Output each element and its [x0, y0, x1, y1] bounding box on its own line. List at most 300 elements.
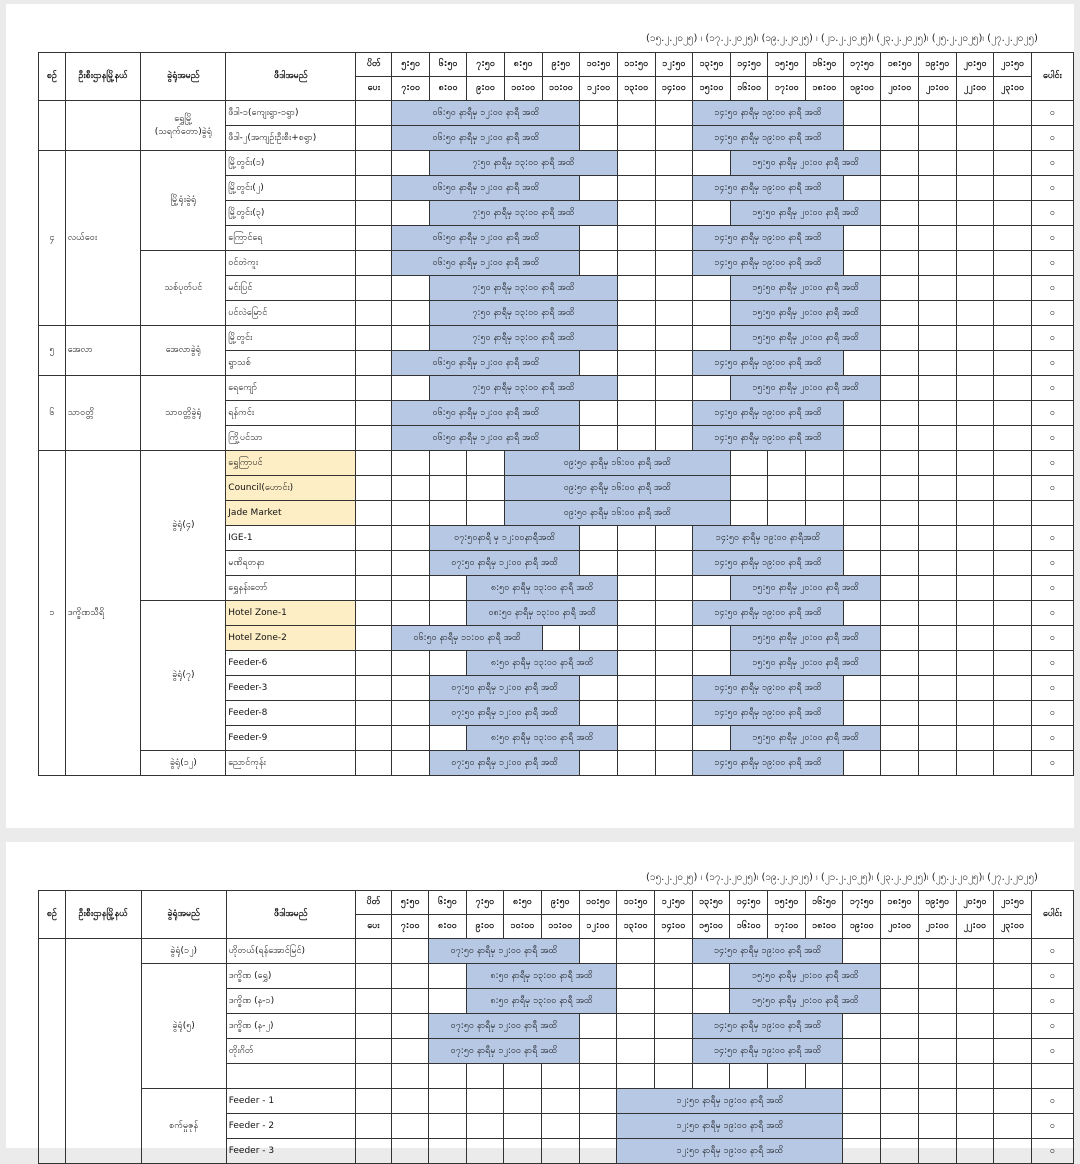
time-cell	[392, 576, 429, 601]
time-cell	[579, 1064, 617, 1089]
time-off-4: ၉:၅၀	[542, 53, 580, 77]
time-cell	[918, 989, 956, 1014]
time-cell	[617, 151, 655, 176]
outage-block: ၀၇:၅၀နာရီ မှ ၁၂:၀၀နာရီအထိ	[429, 526, 579, 551]
time-cell	[881, 501, 919, 526]
table-row	[39, 451, 1074, 476]
time-cell	[918, 1139, 956, 1164]
time-on-2: ၉:၀၀	[467, 77, 504, 101]
time-cell	[655, 1064, 693, 1089]
time-cell	[392, 1089, 429, 1114]
time-cell	[655, 326, 693, 351]
outage-block: ၁၄:၅၀ နာရီမှ ၁၉:၀၀ နာရီ အထိ	[693, 176, 844, 201]
off-on-cell	[356, 126, 392, 151]
time-cell	[392, 326, 429, 351]
time-cell	[730, 1064, 768, 1089]
outage-block: ၇:၅၀ နာရီမှ ၁၃:၀၀ နာရီ အထိ	[429, 326, 617, 351]
time-off-6: ၁၁:၅၀	[617, 891, 655, 915]
time-cell	[994, 1039, 1032, 1064]
outage-block: ၁၅:၅၀ နာရီမှ ၂၀:၀၀ နာရီ အထိ	[730, 626, 881, 651]
time-cell	[918, 1039, 956, 1064]
remark-cell: ၀	[1031, 1039, 1073, 1064]
time-cell	[919, 276, 957, 301]
time-cell	[919, 126, 957, 151]
time-cell	[881, 1039, 919, 1064]
time-cell	[392, 989, 429, 1014]
time-cell	[843, 1139, 881, 1164]
time-cell	[994, 576, 1032, 601]
off-on-cell	[356, 551, 392, 576]
feeder-name: Feeder - 1	[226, 1089, 355, 1114]
time-on-3: ၁၀:၀၀	[504, 77, 542, 101]
time-cell	[919, 426, 957, 451]
time-cell	[542, 626, 580, 651]
off-on-cell	[356, 351, 392, 376]
time-cell	[466, 1139, 503, 1164]
time-cell	[655, 964, 693, 989]
time-cell	[617, 251, 655, 276]
time-cell	[994, 1114, 1032, 1139]
remark-cell: ၀	[1031, 476, 1073, 501]
feeder-name: မြို့တွင်း(၂)	[226, 176, 356, 201]
feeder-name: ရွှေနန်းတော်	[226, 576, 356, 601]
time-cell	[392, 1039, 429, 1064]
off-on-cell	[356, 451, 392, 476]
time-cell	[392, 964, 429, 989]
time-cell	[919, 151, 957, 176]
time-cell	[541, 1114, 579, 1139]
time-cell	[994, 601, 1032, 626]
time-cell	[843, 501, 881, 526]
header-no: စဉ်	[39, 53, 66, 101]
time-cell	[429, 1139, 466, 1164]
time-cell	[655, 1014, 693, 1039]
time-cell	[843, 676, 881, 701]
time-cell	[617, 576, 655, 601]
header-remark: ပေါင်း	[1031, 891, 1073, 939]
time-cell	[655, 601, 693, 626]
station-name: ခွဲရုံ(၇)	[141, 601, 226, 751]
time-cell	[655, 626, 693, 651]
time-cell	[580, 626, 618, 651]
time-cell	[392, 526, 429, 551]
time-cell	[956, 176, 994, 201]
remark-cell	[1031, 1064, 1073, 1089]
time-cell	[881, 1089, 919, 1114]
header-township: ဦးစီးဌာနမြို့နယ်	[65, 891, 141, 939]
time-cell	[956, 1014, 994, 1039]
feeder-name: Council(ဟောင်း)	[226, 476, 356, 501]
time-cell	[881, 476, 919, 501]
time-cell	[956, 1039, 994, 1064]
outage-block: ၁၄:၅၀ နာရီမှ ၁၉:၀၀ နာရီ အထိ	[693, 676, 844, 701]
row-number: ၆	[39, 376, 66, 451]
time-on-14: ၂၁:၀၀	[919, 77, 957, 101]
feeder-name: IGE-1	[226, 526, 356, 551]
time-on-6: ၁၃:၀၀	[617, 77, 655, 101]
remark-cell: ၀	[1031, 201, 1073, 226]
time-cell	[956, 376, 994, 401]
time-cell	[994, 276, 1032, 301]
feeder-name: ရန်ကင်း	[226, 401, 356, 426]
outage-block: ၁၄:၅၀ နာရီမှ ၁၉:၀၀ နာရီအထိ	[693, 526, 844, 551]
time-cell	[881, 451, 919, 476]
time-cell	[580, 526, 618, 551]
time-cell	[881, 201, 919, 226]
time-on-8: ၁၅:၀၀	[693, 77, 731, 101]
outage-block: ၁၂:၅၀ နာရီမှ ၁၉:၀၀ နာရီ အထိ	[617, 1139, 843, 1164]
time-cell	[693, 326, 731, 351]
outage-block: ၀၆:၅၀ နာရီမှ ၁၁:၀၀ နာရီ အထိ	[392, 626, 542, 651]
outage-block: ၀၇:၅၀ နာရီမှ ၁၂:၀၀ နာရီ အထိ	[429, 1014, 579, 1039]
time-cell	[617, 201, 655, 226]
time-cell	[392, 376, 429, 401]
outage-block: ၈:၅၀ နာရီမှ ၁၃:၀၀ နာရီ အထိ	[466, 989, 617, 1014]
outage-block: ၀၆:၅၀ နာရီမှ ၁၂:၀၀ နာရီ အထိ	[392, 401, 580, 426]
row-number: ၅	[39, 326, 66, 376]
time-cell	[994, 939, 1032, 964]
remark-cell: ၀	[1031, 576, 1073, 601]
time-on-3: ၁၀:၀၀	[504, 915, 542, 939]
time-cell	[918, 1114, 956, 1139]
time-off-0: ၅:၅၀	[392, 53, 429, 77]
time-cell	[580, 751, 618, 776]
outage-block: ၀၇:၅၀ နာရီမှ ၁၂:၀၀ နာရီ အထိ	[429, 676, 579, 701]
time-cell	[956, 1139, 994, 1164]
time-cell	[994, 326, 1032, 351]
time-on-8: ၁၅:၀၀	[692, 915, 730, 939]
time-off-12: ၁၇:၅၀	[843, 53, 881, 77]
time-cell	[392, 276, 429, 301]
time-cell	[956, 551, 994, 576]
time-on-16: ၂၃:၀၀	[994, 915, 1032, 939]
off-on-cell	[356, 301, 392, 326]
time-cell	[994, 201, 1032, 226]
table-row	[39, 964, 1074, 989]
time-cell	[392, 476, 429, 501]
off-on-cell	[356, 201, 392, 226]
time-off-7: ၁၂:၅၀	[655, 53, 693, 77]
schedule-dates: (၁၅.၂.၂၀၂၅) ၊ (၁၇.၂.၂၀၂၅)၊ (၁၉.၂.၂၀၂၅) ၊ (၂၁.၂.၂၀၂၅)၊ (၂၃.၂.၂၀၂၅)၊ (၂၅.၂.၂၀၂၅)၊ (၂၇.၂.၂၀၂၅)	[646, 872, 1038, 883]
time-cell	[843, 1089, 881, 1114]
feeder-name: မဏိရတနာ	[226, 551, 356, 576]
time-cell	[655, 1039, 693, 1064]
time-cell	[881, 276, 919, 301]
time-cell	[919, 176, 957, 201]
remark-cell: ၀	[1031, 401, 1073, 426]
time-cell	[504, 1114, 542, 1139]
time-cell	[994, 1089, 1032, 1114]
outage-block: ၀၇:၅၀ နာရီမှ ၁၂:၀၀ နာရီ အထိ	[429, 751, 579, 776]
time-cell	[881, 126, 919, 151]
time-cell	[655, 301, 693, 326]
off-on-cell	[355, 1114, 391, 1139]
outage-block: ၀၆:၅၀ နာရီမှ ၁၂:၀၀ နာရီ အထိ	[392, 351, 580, 376]
time-cell	[994, 426, 1032, 451]
remark-cell: ၀	[1031, 939, 1073, 964]
time-cell	[994, 376, 1032, 401]
time-off-9: ၁၄:၅၀	[730, 891, 768, 915]
time-cell	[994, 501, 1032, 526]
time-cell	[617, 601, 655, 626]
feeder-name: Feeder - 3	[226, 1139, 355, 1164]
outage-block: ၁၅:၅၀ နာရီမှ ၂၀:၀၀ နာရီ အထိ	[730, 726, 881, 751]
outage-block: ၁၅:၅၀ နာရီမှ ၂၀:၀၀ နာရီ အထိ	[730, 964, 881, 989]
off-on-cell	[356, 476, 392, 501]
time-on-15: ၂၂:၀၀	[956, 77, 994, 101]
time-cell	[956, 326, 994, 351]
off-on-cell	[356, 101, 392, 126]
time-cell	[392, 701, 429, 726]
feeder-name: ပင်လဲမြောင်	[226, 301, 356, 326]
time-cell	[579, 1039, 617, 1064]
feeder-name: ဖီဒါ-၂(အကျဉ်းဦးစီး+စရွာ)	[226, 126, 356, 151]
time-off-1: ၆:၅၀	[429, 53, 466, 77]
time-cell	[881, 1014, 919, 1039]
time-cell	[843, 226, 881, 251]
feeder-name: Feeder-9	[226, 726, 356, 751]
time-cell	[881, 651, 919, 676]
time-cell	[768, 451, 806, 476]
time-cell	[956, 1064, 994, 1089]
station-name: ခွဲရုံ(၁၂)	[141, 751, 226, 776]
time-cell	[693, 276, 731, 301]
time-cell	[881, 551, 919, 576]
time-cell	[768, 1064, 806, 1089]
time-cell	[881, 376, 919, 401]
outage-block: ၇:၅၀ နာရီမှ ၁၃:၀၀ နာရီ အထိ	[429, 151, 617, 176]
time-cell	[580, 101, 618, 126]
table-row	[39, 601, 1074, 626]
time-off-8: ၁၃:၅၀	[693, 53, 731, 77]
outage-block: ၁၅:၅၀ နာရီမှ ၂၀:၀၀ နာရီ အထိ	[730, 151, 881, 176]
township-name: လယ်ဝေး	[65, 151, 141, 326]
township-name: သာဝတ္တိ	[65, 376, 141, 451]
time-cell	[655, 676, 693, 701]
time-cell	[466, 1064, 503, 1089]
time-cell	[956, 1114, 994, 1139]
time-cell	[617, 401, 655, 426]
time-cell	[919, 401, 957, 426]
outage-block: ၈:၅၀ နာရီမှ ၁၃:၀၀ နာရီ အထိ	[466, 964, 617, 989]
time-cell	[580, 226, 618, 251]
time-cell	[655, 576, 693, 601]
time-cell	[580, 426, 618, 451]
time-cell	[994, 526, 1032, 551]
time-cell	[956, 576, 994, 601]
time-cell	[956, 751, 994, 776]
feeder-name: မြို့တွင်း(၁)	[226, 151, 356, 176]
outage-block: ၀၉:၅၀ နာရီမှ ၁၆:၀၀ နာရီ အထိ	[504, 501, 730, 526]
time-off-3: ၈:၅၀	[504, 53, 542, 77]
time-cell	[617, 751, 655, 776]
time-cell	[655, 351, 693, 376]
table-row	[39, 151, 1074, 176]
time-cell	[655, 726, 693, 751]
time-cell	[504, 1139, 542, 1164]
time-cell	[994, 251, 1032, 276]
time-cell	[392, 1064, 429, 1089]
station-name: ရွှေမြို့ (သရက်တော)ခွဲရုံ	[141, 101, 226, 151]
time-cell	[881, 251, 919, 276]
off-on-cell	[356, 676, 392, 701]
off-on-cell	[356, 701, 392, 726]
time-cell	[504, 1064, 542, 1089]
time-cell	[956, 276, 994, 301]
time-cell	[655, 426, 693, 451]
time-cell	[956, 964, 994, 989]
time-cell	[617, 726, 655, 751]
time-off-14: ၁၉:၅၀	[918, 891, 956, 915]
time-cell	[580, 676, 618, 701]
time-cell	[429, 964, 466, 989]
time-cell	[956, 426, 994, 451]
outage-block: ၀၇:၅၀ နာရီမှ ၁၂:၀၀ နာရီ အထိ	[429, 1039, 579, 1064]
time-on-13: ၂၀:၀၀	[881, 77, 919, 101]
outage-block: ၀၇:၅၀ နာရီမှ ၁၂:၀၀ နာရီ အထိ	[429, 939, 579, 964]
time-cell	[617, 376, 655, 401]
time-off-15: ၂၀:၅၀	[956, 891, 994, 915]
time-cell	[843, 1114, 881, 1139]
time-cell	[655, 101, 693, 126]
time-cell	[843, 401, 881, 426]
time-cell	[655, 251, 693, 276]
schedule-table	[38, 890, 1074, 1164]
time-cell	[881, 701, 919, 726]
outage-block: ၁၄:၅၀ နာရီမှ ၁၉:၀၀ နာရီ အထိ	[692, 939, 843, 964]
time-cell	[617, 426, 655, 451]
time-cell	[919, 451, 957, 476]
time-cell	[692, 1064, 730, 1089]
feeder-name: Feeder-3	[226, 676, 356, 701]
time-off-2: ၇:၅၀	[467, 53, 504, 77]
outage-block: ၁၅:၅၀ နာရီမှ ၂၀:၀၀ နာရီ အထိ	[730, 576, 881, 601]
time-cell	[994, 226, 1032, 251]
outage-block: ၁၂:၅၀ နာရီမှ ၁၉:၀၀ နာရီ အထိ	[617, 1089, 843, 1114]
time-cell	[541, 1064, 579, 1089]
time-cell	[994, 1139, 1032, 1164]
time-cell	[881, 176, 919, 201]
time-cell	[655, 939, 693, 964]
time-cell	[806, 501, 844, 526]
time-off-13: ၁၈:၅၀	[881, 53, 919, 77]
time-cell	[392, 501, 429, 526]
header-on: ပေး	[355, 915, 391, 939]
time-on-0: ၇:၀၀	[392, 915, 429, 939]
remark-cell: ၀	[1031, 451, 1073, 476]
remark-cell: ၀	[1031, 1014, 1073, 1039]
remark-cell: ၀	[1031, 551, 1073, 576]
time-off-11: ၁၆:၅၀	[805, 891, 843, 915]
remark-cell: ၀	[1031, 726, 1073, 751]
time-cell	[617, 101, 655, 126]
time-cell	[392, 939, 429, 964]
time-cell	[617, 964, 655, 989]
feeder-name: Jade Market	[226, 501, 356, 526]
outage-block: ၀၉:၅၀ နာရီမှ ၁၆:၀၀ နာရီ အထိ	[504, 476, 730, 501]
time-cell	[693, 651, 731, 676]
outage-block: ၁၄:၅၀ နာရီမှ ၁၉:၀၀ နာရီ အထိ	[693, 401, 844, 426]
time-cell	[919, 326, 957, 351]
remark-cell: ၀	[1031, 964, 1073, 989]
time-cell	[994, 1014, 1032, 1039]
feeder-name: Feeder-8	[226, 701, 356, 726]
time-cell	[392, 676, 429, 701]
off-on-cell	[355, 1064, 391, 1089]
row-number: ၄	[39, 151, 66, 326]
time-on-11: ၁၈:၀၀	[805, 915, 843, 939]
table-row	[39, 251, 1074, 276]
remark-cell: ၀	[1031, 1089, 1073, 1114]
time-cell	[843, 701, 881, 726]
outage-block: ၁၄:၅၀ နာရီမှ ၁၉:၀၀ နာရီ အထိ	[693, 426, 844, 451]
time-cell	[881, 576, 919, 601]
outage-block: ၇:၅၀ နာရီမှ ၁၃:၀၀ နာရီ အထိ	[429, 376, 617, 401]
feeder-name: ဖီဒါ-၁(ကျေးရွာ-၁ရွာ)	[226, 101, 356, 126]
off-on-cell	[356, 226, 392, 251]
time-on-4: ၁၁:၀၀	[542, 77, 580, 101]
time-cell	[956, 676, 994, 701]
time-on-16: ၂၃:၀၀	[994, 77, 1032, 101]
time-cell	[617, 351, 655, 376]
time-on-12: ၁၉:၀၀	[843, 915, 881, 939]
outage-block: ၀၇:၅၀ နာရီမှ ၁၂:၀၀ နာရီ အထိ	[429, 701, 579, 726]
time-cell	[843, 1064, 881, 1089]
time-on-10: ၁၇:၀၀	[768, 77, 806, 101]
time-cell	[843, 476, 881, 501]
time-cell	[429, 1064, 466, 1089]
time-off-14: ၁၉:၅၀	[919, 53, 957, 77]
time-cell	[956, 151, 994, 176]
time-cell	[956, 701, 994, 726]
time-cell	[956, 301, 994, 326]
time-cell	[579, 1139, 617, 1164]
time-cell	[881, 939, 919, 964]
time-cell	[956, 651, 994, 676]
time-on-9: ၁၆:၀၀	[730, 915, 768, 939]
time-cell	[956, 226, 994, 251]
time-cell	[881, 226, 919, 251]
time-on-5: ၁၂:၀၀	[579, 915, 617, 939]
time-cell	[919, 101, 957, 126]
time-off-10: ၁၅:၅၀	[768, 53, 806, 77]
remark-cell: ၀	[1031, 351, 1073, 376]
time-cell	[881, 751, 919, 776]
feeder-name: မြို့တွင်း	[226, 326, 356, 351]
remark-cell: ၀	[1031, 251, 1073, 276]
time-cell	[994, 626, 1032, 651]
time-cell	[956, 451, 994, 476]
outage-block: ၀၆:၅၀ နာရီမှ ၁၂:၀၀ နာရီ အထိ	[392, 126, 580, 151]
outage-block: ၁၅:၅၀ နာရီမှ ၂၀:၀၀ နာရီ အထိ	[730, 989, 881, 1014]
time-cell	[655, 276, 693, 301]
station-name: သာဝတ္တိခွဲရုံ	[141, 376, 226, 451]
time-cell	[806, 476, 844, 501]
header-off: ပိတ်	[355, 891, 391, 915]
time-cell	[768, 476, 806, 501]
time-cell	[429, 476, 466, 501]
time-cell	[843, 251, 881, 276]
station-name: သစ်ပုတ်ပင်	[141, 251, 226, 326]
time-off-16: ၂၁:၅၀	[994, 891, 1032, 915]
outage-block: ၀၆:၅၀ နာရီမှ ၁၂:၀၀ နာရီ အထိ	[392, 426, 580, 451]
time-on-11: ၁၈:၀၀	[806, 77, 844, 101]
township-name: ဒက္ခိဏသီရိ	[65, 451, 141, 776]
time-cell	[467, 476, 504, 501]
time-cell	[580, 551, 618, 576]
time-cell	[805, 1064, 843, 1089]
time-cell	[919, 676, 957, 701]
